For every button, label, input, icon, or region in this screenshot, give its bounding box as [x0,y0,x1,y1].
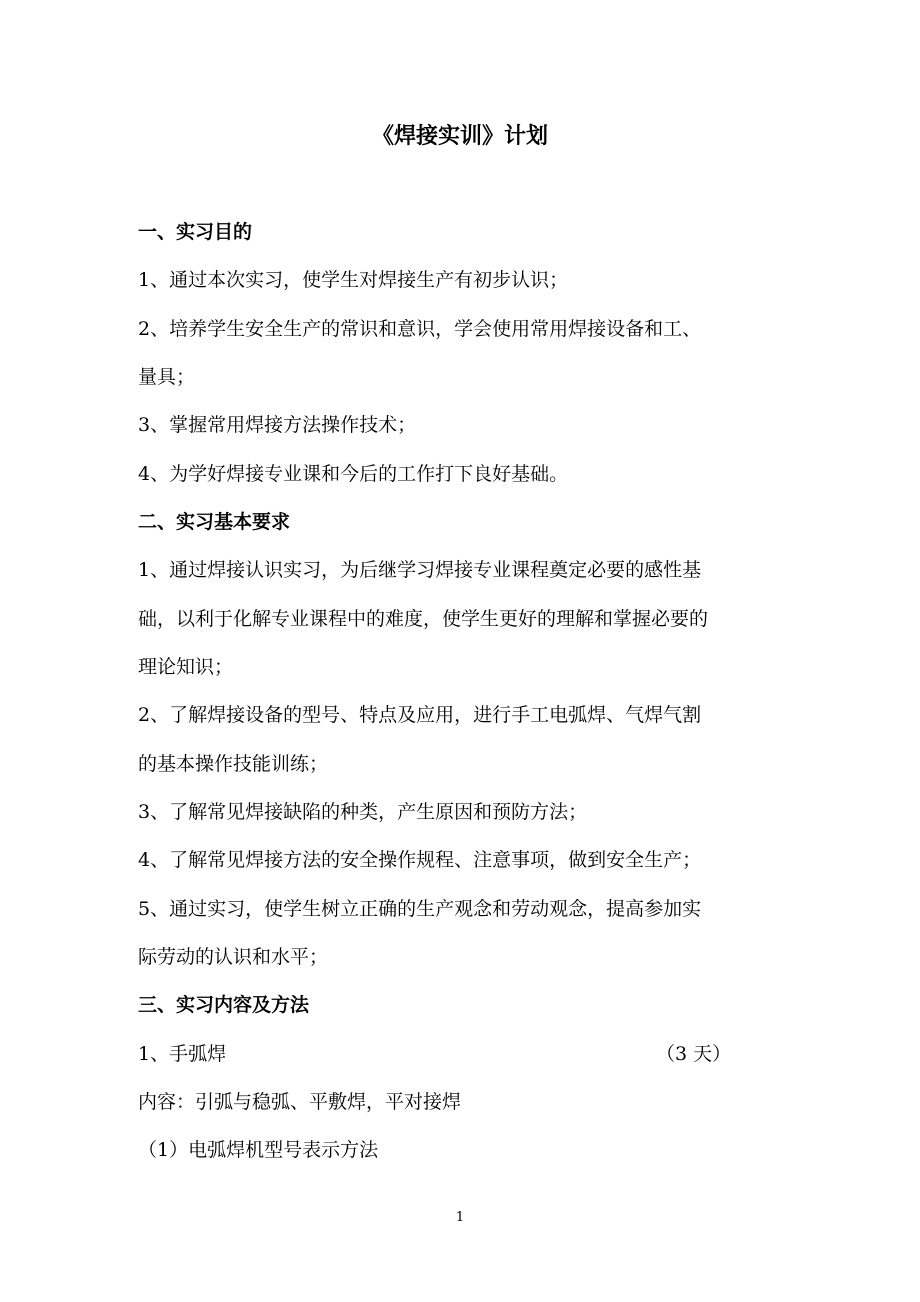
paragraph-line: 量具； [138,366,196,388]
paragraph-line: 的基本操作技能训练； [138,753,329,775]
paragraph-line: 2、培养学生安全生产的常识和意识，学会使用常用焊接设备和工、 [138,318,702,340]
section-heading-requirements: 二、实习基本要求 [138,511,291,533]
paragraph-line: 1、通过本次实习，使学生对焊接生产有初步认识； [138,269,569,291]
document-title: 《焊接实训》计划 [371,123,548,149]
paragraph-line: 5、通过实习，使学生树立正确的生产观念和劳动观念，提高参加实 [138,898,702,920]
paragraph-line: （1）电弧焊机型号表示方法 [138,1139,379,1161]
paragraph-line: 际劳动的认识和水平； [138,946,329,968]
paragraph-line: 3、了解常见焊接缺陷的种类，产生原因和预防方法； [138,801,588,823]
paragraph-line: 理论知识； [138,656,234,678]
paragraph-line: 4、了解常见焊接方法的安全操作规程、注意事项，做到安全生产； [138,849,702,871]
item-label-manual-arc-welding: 1、手弧焊 [138,1043,227,1065]
section-heading-purpose: 一、实习目的 [138,221,253,243]
item-days: （3 天） [656,1043,732,1065]
section-heading-content: 三、实习内容及方法 [138,994,310,1016]
page-number: 1 [455,1210,465,1225]
paragraph-line: 2、了解焊接设备的型号、特点及应用，进行手工电弧焊、气焊气割 [138,704,702,726]
paragraph-line: 1、通过焊接认识实习，为后继学习焊接专业课程奠定必要的感性基 [138,559,702,581]
paragraph-line: 3、掌握常用焊接方法操作技术； [138,414,417,436]
paragraph-line: 础，以利于化解专业课程中的难度，使学生更好的理解和掌握必要的 [138,608,709,630]
paragraph-line: 4、为学好焊接专业课和今后的工作打下良好基础。 [138,463,569,485]
paragraph-line: 内容：引弧与稳弧、平敷焊，平对接焊 [138,1091,462,1113]
